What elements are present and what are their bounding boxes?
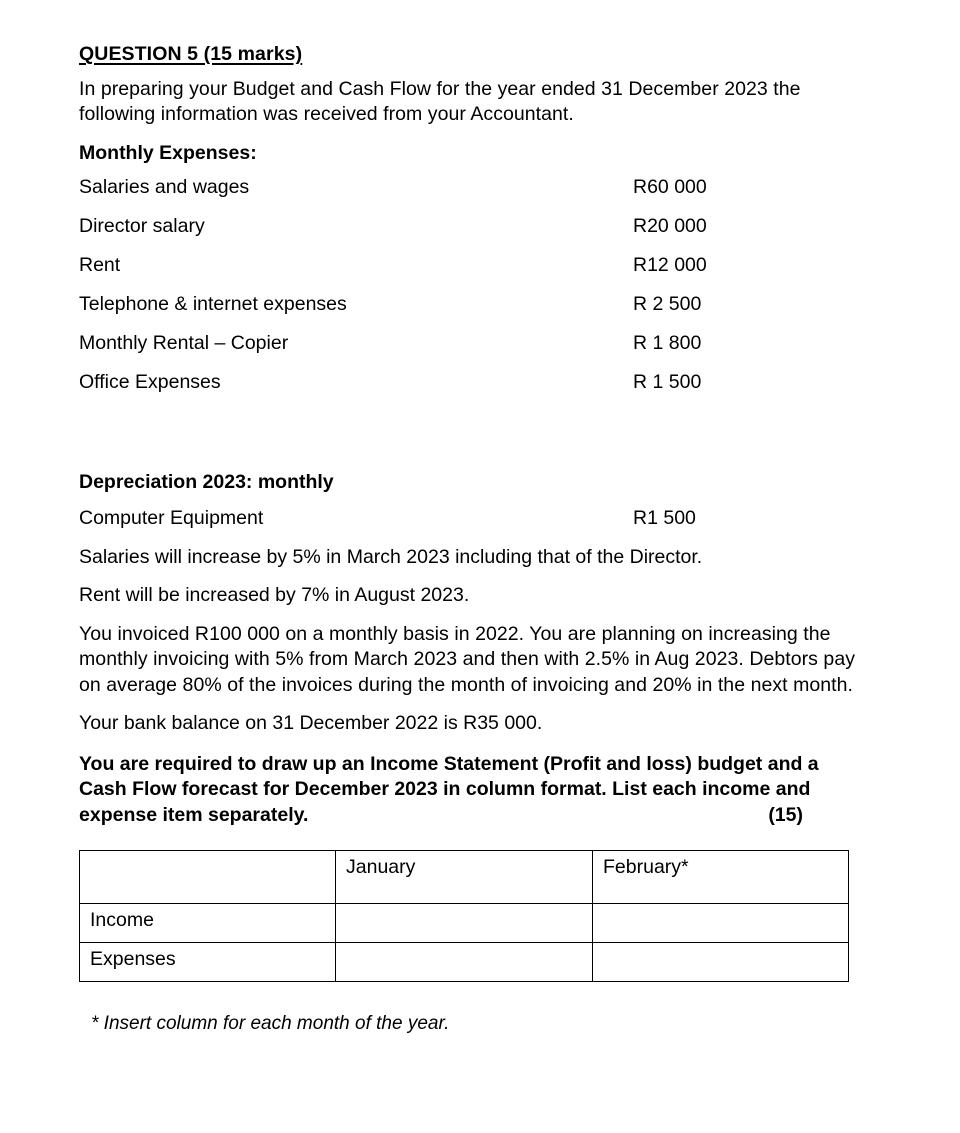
budget-table <box>79 850 849 982</box>
table-row-label-income: Income <box>80 904 336 943</box>
expense-row <box>79 370 869 409</box>
table-header-january: January <box>336 851 593 904</box>
expense-row <box>79 214 869 253</box>
depreciation-label: Depreciation 2023: monthly <box>79 471 334 493</box>
budget-table-wrapper <box>79 850 869 982</box>
question-heading <box>79 45 869 65</box>
marks-allocation: (15) <box>768 803 803 826</box>
table-row <box>80 904 849 943</box>
table-cell-expenses-january[interactable] <box>336 943 593 982</box>
expense-row <box>79 253 869 292</box>
expense-item-amount: R12 000 <box>633 254 707 276</box>
table-cell-income-january[interactable] <box>336 904 593 943</box>
depreciation-item-amount: R1 500 <box>633 506 696 529</box>
table-row <box>80 943 849 982</box>
expense-item-label: Salaries and wages <box>79 176 250 198</box>
table-row-label-expenses: Expenses <box>80 943 336 982</box>
table-header-february: February* <box>593 851 849 904</box>
section-spacer <box>79 409 869 470</box>
expense-row <box>79 331 869 370</box>
expense-item-label: Director salary <box>79 215 205 237</box>
required-instruction <box>79 752 869 829</box>
expense-row <box>79 292 869 331</box>
salary-increase-statement: Salaries will increase by 5% in March 2023 including that of the Director. <box>79 545 703 568</box>
monthly-expenses-list <box>79 175 869 409</box>
expense-item-label: Telephone & internet expenses <box>79 293 347 315</box>
depreciation-list <box>79 506 869 545</box>
document-content <box>79 45 869 1036</box>
table-footnote: * Insert column for each month of the year. <box>91 1013 450 1034</box>
expense-item-amount: R 1 800 <box>633 332 702 354</box>
invoicing-paragraph: You invoiced R100 000 on a monthly basis in 2022. You are planning on increasing the monthly invoicing with 5% from March 2023 and then with 2.5% in Aug 2023. Debtors pay on average 80% of the invoices during the month of invoicing and 20% in the next month. <box>79 622 856 696</box>
expense-item-amount: R 2 500 <box>633 293 702 315</box>
table-cell-expenses-february[interactable] <box>593 943 849 982</box>
expense-item-amount: R 1 500 <box>633 371 702 393</box>
expense-item-label: Rent <box>79 254 121 276</box>
expense-item-label: Office Expenses <box>79 371 221 393</box>
table-cell-income-february[interactable] <box>593 904 849 943</box>
table-header-blank <box>80 851 336 904</box>
question-heading-text: QUESTION 5 (15 marks) <box>79 43 303 65</box>
monthly-expenses-label: Monthly Expenses: <box>79 141 257 164</box>
rent-increase-statement: Rent will be increased by 7% in August 2023. <box>79 584 470 606</box>
table-header-row <box>80 851 849 904</box>
expense-item-amount: R20 000 <box>633 215 707 237</box>
required-instruction-text: You are required to draw up an Income Statement (Profit and loss) budget and a Cash Flow forecast for December 2023 in column format. List each income and expense item separately. <box>79 752 819 826</box>
expense-row <box>79 175 869 214</box>
expense-item-label: Monthly Rental – Copier <box>79 332 289 354</box>
bank-balance-statement: Your bank balance on 31 December 2022 is R35 000. <box>79 712 543 734</box>
depreciation-item-label: Computer Equipment <box>79 506 264 529</box>
expense-item-amount: R60 000 <box>633 176 707 198</box>
depreciation-row <box>79 506 869 545</box>
intro-paragraph: In preparing your Budget and Cash Flow for the year ended 31 December 2023 the following information was received from your Accountant. <box>79 77 801 125</box>
